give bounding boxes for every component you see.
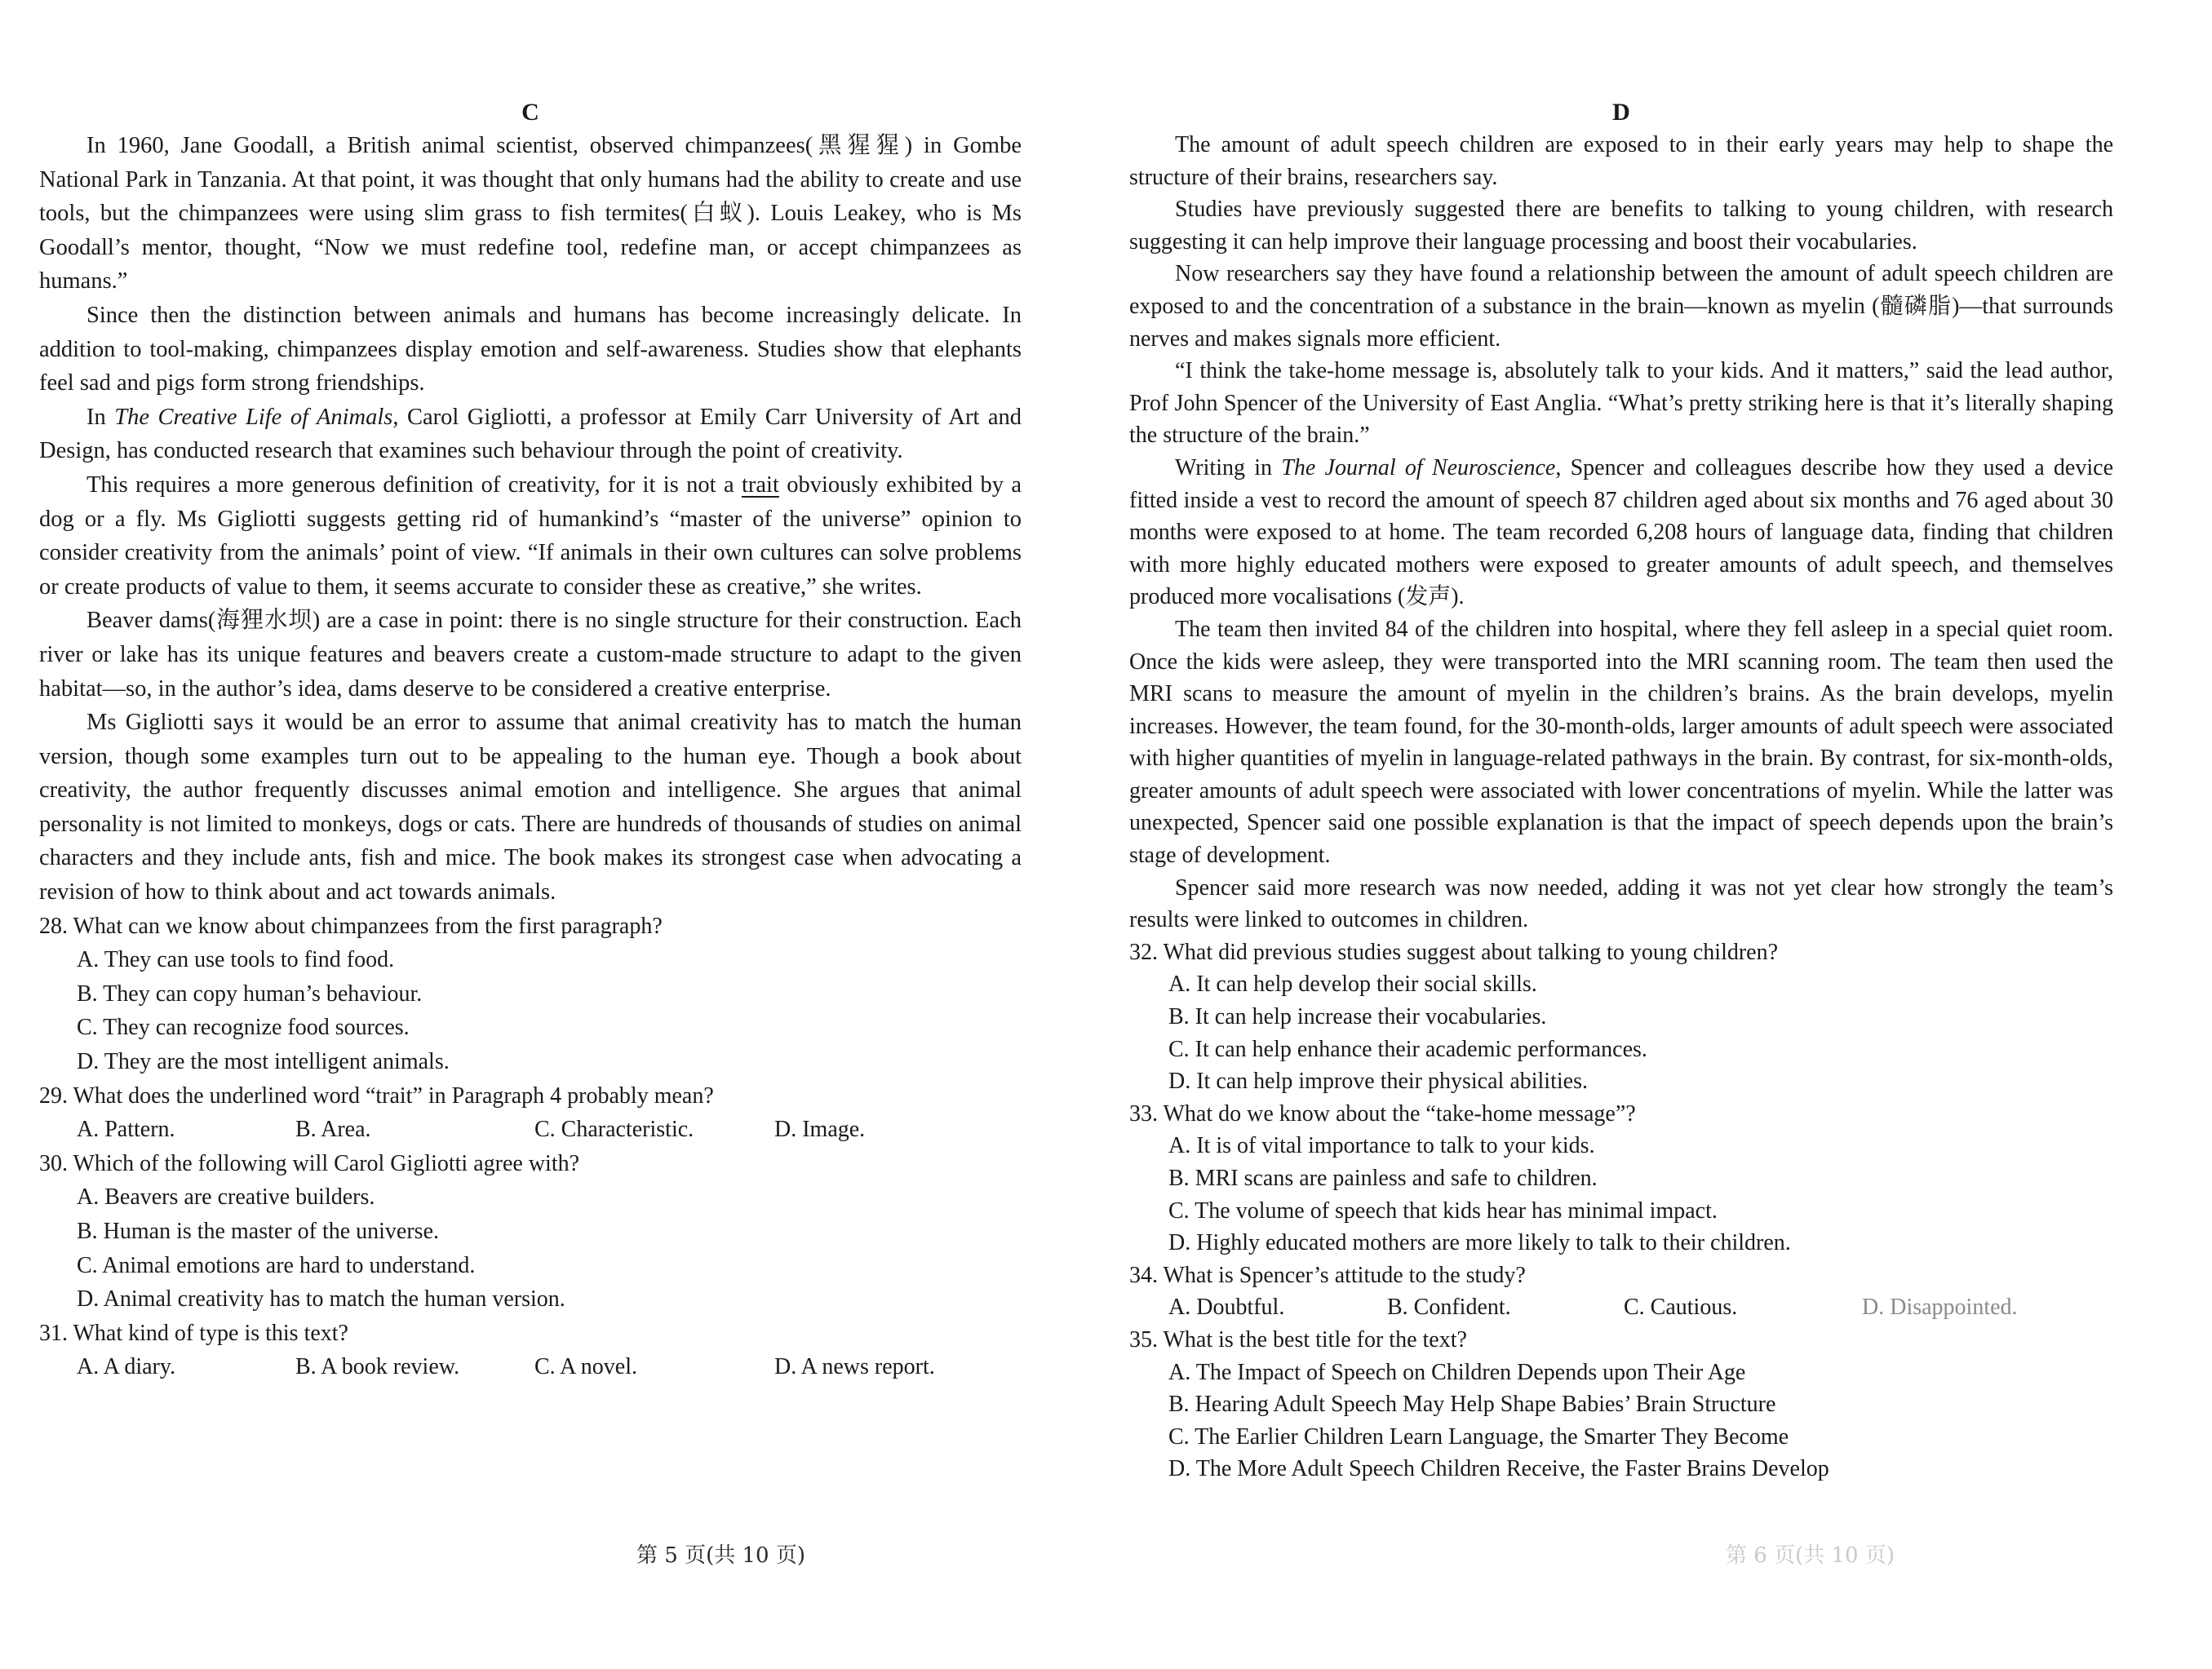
paragraph-text: This requires a more generous definition of creativity, for it is not a — [86, 471, 742, 498]
paragraph-text: , Carol Gigliotti, a professor at Emily Carr University of Art and Design, has conducted research that examines such behaviour through the point of creativity. — [39, 404, 1022, 464]
question-stem: 30. Which of the following will Carol Gigliotti agree with? — [39, 1150, 580, 1176]
book-title: The Creative Life of Animals — [114, 404, 393, 430]
option-d: D. Disappointed. — [1862, 1295, 2018, 1321]
option-b: B. Area. — [295, 1117, 371, 1143]
passage-paragraph: The amount of adult speech children are exposed to in their early years may help to shape the structure of their brains, researchers say. — [1129, 132, 2113, 190]
section-c — [39, 96, 1022, 1384]
question-33 — [1129, 1098, 2113, 1259]
question-stem: 32. What did previous studies suggest about talking to young children? — [1129, 939, 1779, 965]
option-a: A. The Impact of Speech on Children Depends upon Their Age — [1168, 1359, 1746, 1385]
option-d: D. Animal creativity has to match the human version. — [77, 1286, 565, 1313]
option-c: C. Characteristic. — [534, 1117, 694, 1143]
passage-paragraph: Beaver dams(海狸水坝) are a case in point: there is no single structure for their construction. Each river or lake has its unique features and beavers create a custom-made structure to adapt to the given habitat—so, in the author’s idea, dams deserve to be considered a creative enterprise. — [39, 608, 1022, 702]
option-b: B. A book review. — [295, 1354, 460, 1380]
option-c: C. The volume of speech that kids hear has minimal impact. — [1168, 1198, 1718, 1224]
option-b: B. MRI scans are painless and safe to children. — [1168, 1166, 1598, 1191]
question-stem: 29. What does the underlined word “trait” in Paragraph 4 probably mean? — [39, 1082, 714, 1109]
question-stem: 34. What is Spencer’s attitude to the study? — [1129, 1262, 1526, 1288]
page-number: 第 5 页(共 10 页) — [636, 1543, 805, 1568]
option-a: A. A diary. — [77, 1354, 176, 1380]
option-c: C. Cautious. — [1624, 1295, 1738, 1321]
option-d: D. A news report. — [774, 1354, 935, 1380]
option-d: D. They are the most intelligent animals. — [77, 1049, 450, 1075]
question-34 — [1129, 1259, 2113, 1324]
section-d — [1129, 96, 2113, 1485]
option-d: D. Image. — [774, 1117, 866, 1143]
question-stem: 31. What kind of type is this text? — [39, 1320, 348, 1346]
passage-paragraph: “I think the take-home message is, absolutely talk to your kids. And it matters,” said the lead author, Prof John Spencer of the University of East Anglia. “What’s pretty striking here is that it’s literally shaping the structure of the brain.” — [1129, 358, 2113, 449]
option-c: C. They can recognize food sources. — [77, 1015, 410, 1041]
passage-paragraph: The team then invited 84 of the children into hospital, where they fell asleep in a special quiet room. Once the kids were asleep, they were transported into the MRI scanning room. The team then used the MRI scans to measure the amount of myelin in the children’s brains. As the brain develops, myelin increases. However, the team found, for the 30-month-olds, larger amounts of adult speech were associated with higher quantities of myelin in language-related pathways in the brain. By contrast, for six-month-olds, greater amounts of adult speech were associated with lower concentrations of myelin. While the latter was unexpected, Spencer said one possible explanation is that the impact of speech depends upon the brain’s stage of development. — [1129, 616, 2113, 869]
question-28 — [39, 910, 1022, 1079]
paragraph-text: In — [86, 404, 115, 430]
options-row — [39, 1350, 1022, 1384]
option-b: B. They can copy human’s behaviour. — [77, 981, 423, 1007]
passage-paragraph: In 1960, Jane Goodall, a British animal scientist, observed chimpanzees(黑猩猩) in Gombe National Park in Tanzania. At that point, it was thought that only humans had the ability to create and use tools, but the chimpanzees were using slim grass to fish termites(白蚁). Louis Leakey, who is Ms Goodall’s mentor, thought, “Now we must redefine tool, redefine man, or accept chimpanzees as humans.” — [39, 133, 1022, 294]
paragraph-text: obviously exhibited by a dog or a fly. Ms Gigliotti suggests getting rid of humankind’s “master of the universe” opinion to consider creativity from the animals’ point of view. “If animals in their own cultures can solve problems or create products of value to them, it seems accurate to consider these as creative,” she writes. — [39, 471, 1022, 600]
passage-paragraph: Ms Gigliotti says it would be an error to assume that animal creativity has to match the human version, though some examples turn out to be appealing to the human eye. Though a book about creativity, the author frequently discusses animal emotion and intelligence. She argues that animal personality is not limited to monkeys, dogs or cats. There are hundreds of thousands of studies on animal characters and they include ants, fish and mice. The book makes its strongest case when advocating a revision of how to think about and act towards animals. — [39, 710, 1022, 905]
passage-paragraph: Studies have previously suggested there are benefits to talking to young children, with research suggesting it can help improve their language processing and boost their vocabularies. — [1129, 197, 2113, 255]
paragraph-text: Writing in — [1175, 454, 1282, 480]
journal-title: The Journal of Neuroscience — [1281, 454, 1556, 480]
option-d: D. The More Adult Speech Children Receive, the Faster Brains Develop — [1168, 1456, 1829, 1482]
option-a: A. It is of vital importance to talk to your kids. — [1168, 1133, 1595, 1159]
option-a: A. Beavers are creative builders. — [77, 1184, 375, 1211]
option-c: C. Animal emotions are hard to understand. — [77, 1252, 476, 1278]
option-b: B. Human is the master of the universe. — [77, 1219, 440, 1244]
paragraph-text: , Spencer and colleagues describe how they used a device fitted inside a vest to record the amount of speech 87 children aged about six months and 76 aged about 30 months were exposed to at home. The team recorded 6,208 hours of language data, finding that children with more highly educated mothers were exposed to greater amounts of adult speech, and themselves produced more vocalisations (发声). — [1129, 454, 2113, 610]
option-c: C. A novel. — [534, 1354, 638, 1380]
question-29 — [39, 1079, 1022, 1147]
section-heading: D — [1612, 99, 1630, 126]
options-row — [1129, 1291, 2113, 1324]
passage-paragraph: Spencer said more research was now needed, adding it was not yet clear how strongly the team’s results were linked to outcomes in children. — [1129, 874, 2113, 933]
option-a: A. They can use tools to find food. — [77, 947, 395, 973]
passage-paragraph: Now researchers say they have found a relationship between the amount of adult speech children are exposed to and the concentration of a substance in the brain—known as myelin (髓磷脂)—that surrounds nerves and makes signals more efficient. — [1129, 261, 2113, 352]
option-c: C. The Earlier Children Learn Language, the Smarter They Become — [1168, 1423, 1789, 1450]
page-number: 第 6 页(共 10 页) — [1726, 1543, 1895, 1568]
option-b: B. It can help increase their vocabularies. — [1168, 1004, 1547, 1030]
option-b: B. Hearing Adult Speech May Help Shape Babies’ Brain Structure — [1168, 1392, 1776, 1418]
question-stem: 33. What do we know about the “take-home message”? — [1129, 1100, 1636, 1127]
question-31 — [39, 1317, 1022, 1384]
option-b: B. Confident. — [1387, 1295, 1511, 1321]
passage-paragraph — [39, 468, 1022, 604]
passage-paragraph — [1129, 452, 2113, 613]
option-a: A. Pattern. — [77, 1117, 175, 1143]
option-c: C. It can help enhance their academic performances. — [1168, 1036, 1647, 1062]
question-32 — [1129, 936, 2113, 1098]
question-30 — [39, 1147, 1022, 1317]
passage-paragraph — [39, 401, 1022, 468]
option-d: D. It can help improve their physical abilities. — [1168, 1069, 1588, 1095]
options-row — [39, 1113, 1022, 1147]
section-heading: C — [521, 99, 539, 126]
option-d: D. Highly educated mothers are more likely to talk to their children. — [1168, 1230, 1791, 1256]
option-a: A. It can help develop their social skills. — [1168, 972, 1537, 998]
question-35 — [1129, 1324, 2113, 1485]
underlined-word: trait — [741, 471, 779, 498]
question-stem: 35. What is the best title for the text? — [1129, 1326, 1467, 1352]
question-stem: 28. What can we know about chimpanzees from the first paragraph? — [39, 913, 663, 939]
option-a: A. Doubtful. — [1168, 1295, 1285, 1321]
passage-paragraph: Since then the distinction between animals and humans has become increasingly delicate. In addition to tool-making, chimpanzees display emotion and self-awareness. Studies show that elephants feel sad and pigs form strong friendships. — [39, 302, 1022, 396]
